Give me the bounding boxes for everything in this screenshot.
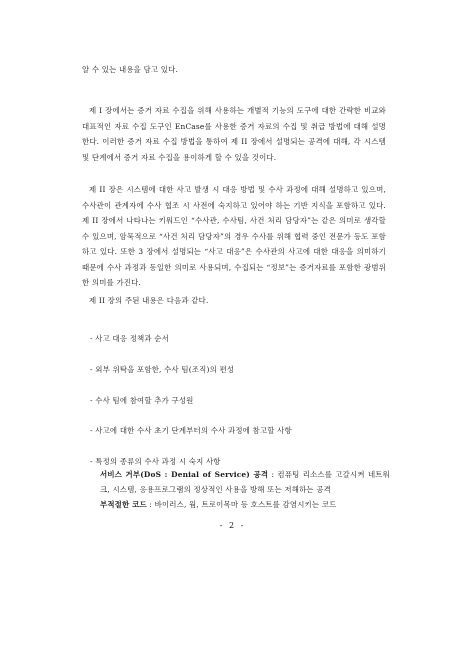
- paragraph-text: 제 II 장은 시스템에 대한 사고 발생 시 대응 방법 및 수사 과정에 대해 설명하고 있으며, 수사관이 관계자에 수사 협조 시 사전에 숙지하고 있어야 하는 기반 지식을 포함하고 있다. 제 II 장에서 나타나는 키워드인 “수사관, 수사팀, 사건 처리 담당자”는 같은 의미로 생각할 수 있으며, 암묵적으로 “사건 처리 담당자”의 경우 수사를 위해 협력 중인 전문가 등도 포함하고 있다. 또한 3 장에서 설명되는 “사고 대응”은 수사관의 사고에 대한 대응을 의미하기 때문에 수사 과정과 동일한 의미로 사용되며, 수집되는 “정보”는 증거자료를 포함한 광범위한 의미를 가진다.: [82, 185, 386, 287]
- bullet-item: - 사고 대응 정책과 순서: [90, 334, 169, 343]
- indent: [82, 185, 89, 194]
- sub-item-desc: : 바이러스, 웜, 트로이목마 등 호스트를 감염시키는 코드: [146, 500, 337, 509]
- bullet-item: - 사고에 대한 수사 초기 단계부터의 수사 과정에 참고할 사항: [90, 426, 292, 435]
- sub-item-malicious-code: [100, 497, 390, 512]
- page-number: - 2 -: [219, 521, 246, 530]
- indent: [82, 296, 89, 305]
- bullet-item: - 특정의 종류의 수사 과정 시 숙지 사항: [90, 457, 221, 466]
- paragraph-chapter-2-summary: [82, 293, 386, 309]
- paragraph-chapter-1: [82, 103, 386, 165]
- indent: [82, 106, 89, 115]
- paragraph-text: 제 I 장에서는 증거 자료 수집을 위해 사용하는 개별적 기능의 도구에 대한 간략한 비교와 대표적인 자료 수집 도구인 EnCase를 사용한 증거 자료의 수집 및 취급 방법에 대해 설명한다. 이러한 증거 자료 수집 방법을 통하여 제 II 장에서 설명되는 공격에 대해, 각 시스템 및 단계에서 증거 자료 수집을 용이하게 할 수 있을 것이다.: [82, 106, 386, 162]
- bullet-item: - 외부 위탁을 포함한, 수사 팀(조직)의 편성: [90, 365, 235, 374]
- sub-item-dos: [100, 467, 390, 497]
- bullet-item: - 수사 팀에 참여할 추가 구성원: [90, 396, 194, 405]
- paragraph-text: 제 II 장의 주된 내용은 다음과 같다.: [89, 296, 209, 305]
- sub-item-term: 부적절한 코드: [100, 500, 147, 509]
- sub-item-desc: : 컴퓨팅 리소스를 고갈시켜 네트워크, 시스템, 응용프로그램의 정상적인 사용을 방해 또는 저해하는 공격: [100, 470, 390, 494]
- sub-item-term: 서비스 거부(DoS : Denial of Service) 공격: [100, 470, 269, 479]
- paragraph-text: 알 수 있는 내용을 담고 있다.: [82, 65, 179, 74]
- paragraph-intro-tail: [82, 62, 386, 78]
- paragraph-chapter-2: [82, 182, 386, 291]
